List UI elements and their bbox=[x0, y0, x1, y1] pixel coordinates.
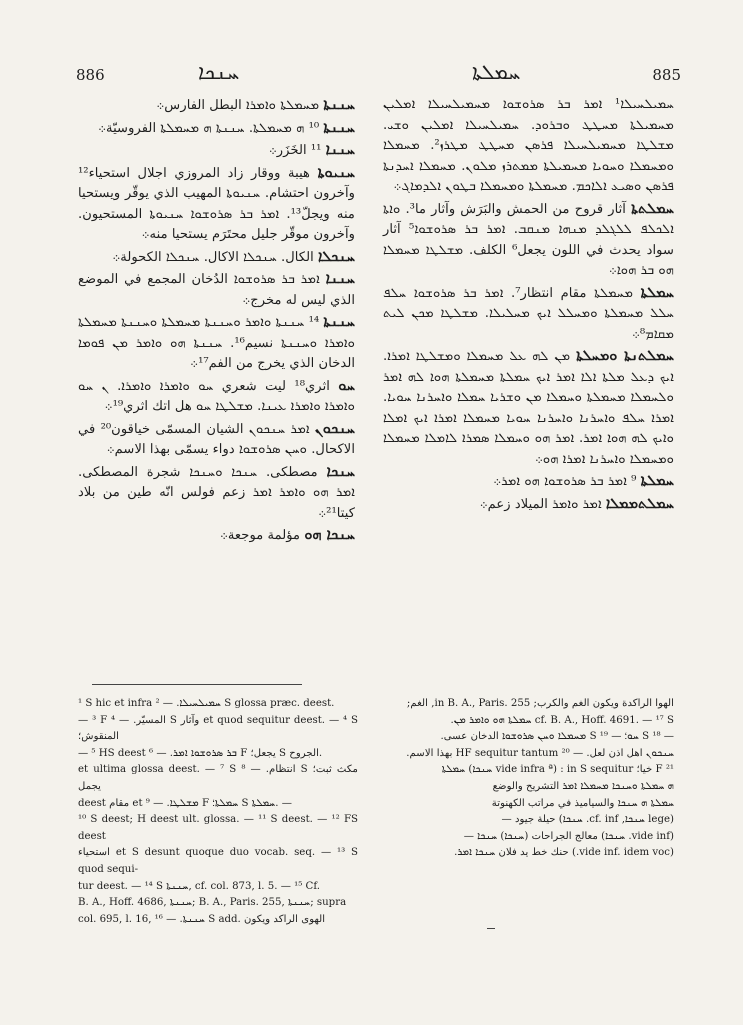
entry-text: هيبة ووقار زاد المروزي اجلال استحياء¹² وآخرون احتشام. ܚܢܝܘܬܐ المهيب الذي يوقّر ويستحيا منه ويجلّ¹³. ܐܡܪ ܒܪ ܣܪܘܫܘܐ ܚܢܝܘܬܐ المستحيون. وآخرون موقّر جليل محتَرَم يستحيا منه܀ bbox=[78, 165, 355, 242]
dictionary-entry bbox=[383, 199, 674, 282]
footnotes-left bbox=[78, 696, 358, 928]
footnote-line: ܚܢܟܘܢ اهل اذن لعل. — ²⁰ HF sequitur tantum بهذا الاسم. bbox=[406, 747, 674, 759]
dictionary-entry bbox=[78, 163, 355, 246]
dictionary-entry bbox=[78, 247, 355, 269]
end-mark bbox=[487, 928, 495, 929]
footnote-line: استحياء et S desunt quoque duo vocab. seq. — ¹³ S quod sequi- bbox=[78, 847, 358, 875]
footnote-line: cf. B. A., Hoff. 4691. — ¹⁷ S ܚܡܠܬܐ ܗܘ ܘܐܡܪ ܡܢ. bbox=[450, 714, 674, 726]
footnote-line: ܚܡܠܬܐ ܗ ܚܢܟܐ والسياميذ في مراتب الكهنوتة bbox=[491, 797, 674, 809]
dictionary-entry bbox=[78, 525, 355, 547]
dictionary-entry bbox=[78, 462, 355, 525]
dictionary-entry bbox=[78, 376, 355, 418]
footnote-line: deest مقام et ܡܫܠܛܐ. — ⁹ F ܚܡܠܬܐ؛ S ܚܡܠܬܐ. — bbox=[78, 797, 292, 809]
entry-text: ¹¹ الخَزَر܀ bbox=[268, 143, 322, 158]
dictionary-entry bbox=[78, 95, 355, 117]
entry-text: مصطكى. ܚܢܟܐ ܘܚܢܟܐ شجرة المصطكى. ܐܡܪ ܗܘ ܘܐܡܪ ܐܡܪ زعم فولس انّه طين من بلاد كيتا²¹܀ bbox=[78, 464, 355, 521]
footnote-line: B. A., Hoff. 4686, ܚܢܢܬܐ; B. A., Paris. 255, ܚܢܢܬܐ; supra bbox=[78, 897, 347, 909]
entry-text: ܐܡܪ ܚܢܟܘܢ الشيان المسمّى خياقون²⁰ في الاكحال. ܘܚܢ ܣܪܘܫܘܐ دواء يسمّى بهذا الاسم܀ bbox=[78, 421, 355, 457]
entry-headword: ܚܢܟܘܢ bbox=[314, 419, 355, 437]
entry-text: ܡܚܡܠܬܐ مقام انتظار⁷. ܐܡܪ ܒܪ ܣܪܘܫܘܐ ܚܠܦ ܚܠܠ ܡܚܡܠܬܐ ܘܡܚܠܠ ܐܝܟ ܡܚܠܝܠܐ. ܡܫܠܛܐ ܡܟܢ ܠܝܬ ܡܩܐܡ⁸܀ bbox=[383, 285, 674, 342]
entry-text: ܡܚܡܠܬܐ ܘܐܡܪܐ البطل الفارس܀ bbox=[156, 98, 320, 113]
entry-headword: ܚܡܠܬܢܬܐ ܘܡܚܠܬܐ bbox=[576, 347, 674, 364]
dictionary-entry bbox=[383, 346, 674, 470]
footnote-line: (vide inf. idem voc.) حنك خط يد فلان ܚܢܟܐ ܐܡܪ. bbox=[454, 847, 674, 859]
footnote-line: — ⁵ HS deest ܒܪ ܣܪܘܫܘܐ ܐܡܪ. — ⁶ F يجعل؛ S الجروح. bbox=[78, 747, 323, 759]
footnote-line: tur deest. — ¹⁴ S ܚܢܢܬܐ, cf. col. 873, l. 5. — ¹⁵ Cf. bbox=[78, 880, 320, 892]
footnote-line: ²¹ F خيا؛ in S sequitur : (vide infra ª ܚܢܟܐ) ܚܡܠܬܐ bbox=[441, 764, 674, 776]
footnote-line: (vide inf. ܚܢܟܐ) معالج الجراحات (ܚܢܟܐ) ܚܢܟܐ — bbox=[463, 830, 674, 842]
dictionary-entry bbox=[78, 269, 355, 311]
entry-text: ܚܡܝܠܚܝܠܐ¹ ܐܡܪ ܒܪ ܣܪܘܫܘܐ ܡܚܡܝܠܚܝܠܐ ܐܡܠܝܢ ܡܚܡܝܠܬܐ ܡܚܛܛ ܘܒܪܘܕ. ܚܡܝܠܚܝܠܐ ܐܡܠܝܢ ܘܫܝ. ܡܫܠܛܐ ܡܚܡܝܠܚܝܠܐ ܦܪܣܢ ܡܚܛܛ ܡܛܪܙ². ܡܚܡܠܐ ܘܡܚܡܠܐ ܘܚܘܝܐ ܡܚܡܝܠܬܐ ܡܡܬܪܙ ܡܠܘܢ. ܡܚܡܠܐ ܐܚܕܢܬܐ ܦܪܣܢ ܘܣܝܥ ܐܠܐܟܡ. ܡܚܡܠܬܐ ܘܡܚܡܠܐ ܒܛܘܢ ܐܠܕܡܐܓ܀ bbox=[383, 97, 674, 194]
entry-text: ܐܡܪ ܒܪ ܣܪܘܫܘܐ الدُخان المجمع في الموضع الذي ليس له مخرج܀ bbox=[78, 272, 355, 308]
footnote-rule bbox=[92, 684, 302, 685]
entry-headword: ܚܢܟܐ ܗܘ bbox=[304, 526, 355, 543]
entry-text: اثري¹⁸ ليت شعري ܚܘ ܘܐܡܪܐ ܘܐܡܪܐ. ܢ ܚܘ ܘܐܡܪܐ ܘܐܡܪܐ ܥܝܢܐ. ܡܫܠܛܐ ܚܘ هل اتك اثري¹⁹܀ bbox=[78, 378, 355, 414]
entry-text: ܐܡܪ ܘܐܡܪ الميلاد زعم܀ bbox=[479, 496, 602, 512]
footnote-line: et ultima glossa deest. — ⁷ S انتظام. — ⁸ S مكث ثبت؛ يجمل bbox=[78, 764, 358, 792]
entry-headword: ܚܢܢܬܐ bbox=[323, 96, 355, 113]
entry-headword: ܚܢܟܠܐ bbox=[317, 247, 355, 265]
footnote-line: — ³ F المسيّر. — ⁴ S وآثار et quod sequitur deest. — ⁴ S المنقوش؛ bbox=[78, 714, 358, 743]
entry-headword: ܚܢܢܐ bbox=[325, 141, 355, 158]
footnotes-right bbox=[383, 696, 674, 862]
right-column bbox=[383, 95, 674, 516]
dictionary-entry bbox=[383, 471, 674, 493]
footnote-line: — ¹⁸ S ܚܘ؛ — ¹⁹ S ܡܚܡܠܐ ܘܚܢ ܣܪܘܫܘܐ الدخان عسى. bbox=[440, 731, 674, 743]
entry-text: ¹⁰ ܗ ܡܚܡܠܬܐ. ܚܢܢܬܐ ܗ ܡܚܡܠܬܐ الفروسيّة܀ bbox=[98, 120, 320, 136]
entry-headword: ܚܡܠܬܐ bbox=[640, 283, 674, 301]
page-number-right: 885 bbox=[652, 66, 681, 84]
entry-headword: ܚܡܠܬܡܡܠܐ bbox=[605, 494, 674, 512]
page-number-left: 886 bbox=[76, 66, 105, 84]
footnote-line: ܗ ܚܡܠܬܐ ܘܚܢܟܐ ܡܚܡܠܐ ܐܡܪ التشريح والوضع bbox=[492, 780, 674, 792]
left-column bbox=[78, 95, 355, 548]
dictionary-entry bbox=[383, 95, 674, 198]
footnote-line: col. 695, l. 16, ܚܢܢܬܐ. — ¹⁶ S add. الهوى الراكد ويكون bbox=[78, 913, 326, 925]
dictionary-entry bbox=[383, 283, 674, 346]
footnote-line: الهوا الراكدة ويكون الغم والكرب; in B. A., Paris. 255, الغم; bbox=[406, 698, 674, 709]
entry-headword: ܚܢܢܬܐ bbox=[323, 313, 355, 330]
footnote-line: ¹ S hic et infra ܚܡܝܠܚܝܠܐ. — ² S glossa præc. deest. bbox=[78, 698, 335, 709]
entry-headword: ܚܢܢܐ bbox=[325, 270, 355, 287]
entry-headword: ܚܘ bbox=[338, 376, 355, 394]
footnote-line: (lege ܚܢܟܐ, cf. inf. ܚܢܟܐ) حيلة جيود — bbox=[501, 814, 674, 826]
entry-headword: ܚܡܠܬܬܐ bbox=[631, 199, 674, 217]
entry-text: ܡܢ ܠܗ ܥܠ ܡܚܡܠܐ ܘܡܫܠܛܐ ܐܡܪܐ. ܐܝܟ ܕܥܠ ܡܠܬܐ ܐܠܐ ܐܡܪ ܐܝܟ ܚܡܠܬܐ ܡܚܡܠܬܐ ܗܘܐ ܠܗ ܐܡܪ ܘܠܚܡܠܐ ܡܚܡܠܬܐ ܘܚܡܠܐ ܡܢ ܘܫܪܝܐ ܚܡܠܐ ܘܐܚܪܢܐ ܚܘܝܐ. ܐܡܪܐ ܚܠܦ ܘܐܚܪܢܐ ܘܐܚܪܢܐ ܚܘܝܐ ܡܚܡܠܐ ܐܡܪܐ ܐܝܟ ܐܡܠܐ ܘܐܝܟ ܠܗ ܗܘܐ ܐܡܪ. ܐܡܪ ܗܘ ܘܚܡܠܐ ܣܡܪܐ ܠܐܡܠܐ ܡܚܡܠܐ ܘܡܚܡܠܐ ܘܐܚܪܢܐ ܐܡܪܐ ܗܘ܀ bbox=[383, 349, 674, 467]
running-head-right: ܚܡܠܬܐ bbox=[472, 60, 521, 84]
entry-text: ¹⁴ ܚܢܢܬܐ ܘܐܡܪ ܘܚܢܢܬܐ ܡܚܡܠܬܐ ܘܚܢܢܬܐ ܡܚܡܠܬܐ ܘܐܡܪܐ ܘܚܢܢܬܐ نسيم¹⁶. ܚܢܢܬܐ ܗܘ ܘܐܡܪ ܡܢ ܦܘܡܐ الدخان الذي يخرج من الفم¹⁷܀ bbox=[78, 315, 355, 371]
entry-headword: ܚܢܟܐ bbox=[326, 462, 355, 480]
dictionary-entry bbox=[78, 419, 355, 461]
entry-text: ⁹ ܐܡܪ ܒܪ ܣܪܘܫܘܐ ܗܘ ܐܡܪ܀ bbox=[493, 474, 637, 489]
dictionary-entry bbox=[78, 118, 355, 140]
entry-text: مؤلمة موجعة܀ bbox=[219, 528, 301, 543]
entry-headword: ܚܢܢܬܐ bbox=[323, 118, 355, 136]
footnote-line: ¹⁰ S deest; H deest ult. glossa. — ¹¹ S deest. — ¹² FS deest bbox=[78, 814, 358, 842]
entry-headword: ܚܡܠܬܐ bbox=[640, 472, 674, 489]
running-head-left: ܚܢܟܐ bbox=[198, 60, 240, 84]
dictionary-entry bbox=[78, 140, 355, 162]
entry-text: آثار قروح من الحمش والبَرَش وآثار ما³. ܘܐܬܐ ܐܠܟܠܦ ܠܠܓܠܕ ܡܢܗܐ ܡܢܩܒ. ܐܡܪ ܒܪ ܣܪܘܫܘܐ⁵ آثار سواد يحدث في اللون يجعل⁶ الكلف. ܡܫܠܛܐ ܡܚܡܠܐ ܗܘ ܒܪ ܗܘܐ܀ bbox=[383, 201, 675, 278]
entry-text: الكال. ܚܢܟܠܐ الاكال. ܚܢܟܠܐ الكحولة܀ bbox=[112, 249, 314, 265]
dictionary-entry bbox=[78, 312, 355, 375]
entry-headword: ܚܢܝܘܬܐ bbox=[317, 163, 355, 181]
dictionary-entry bbox=[383, 494, 674, 516]
